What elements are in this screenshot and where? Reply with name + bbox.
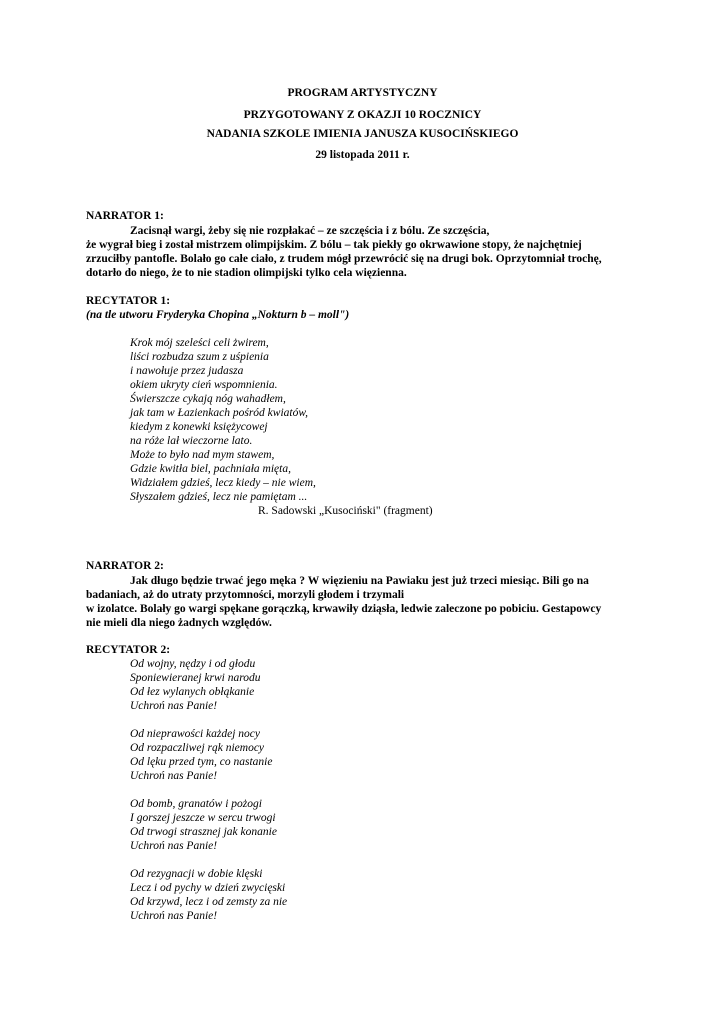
narrator-2-line: w izolatce. Bolały go wargi spękane gorączką, krwawiły dziąsła, ledwie zaleczone po pobiciu. Gestapowcy [86, 603, 602, 615]
prayer-line: Od lęku przed tym, co nastanie [130, 756, 273, 768]
prayer-line: Od bomb, granatów i pożogi [130, 798, 262, 810]
recytator-2-label: RECYTATOR 2: [86, 644, 171, 656]
poem-attribution: R. Sadowski „Kusociński" (fragment) [258, 505, 433, 517]
poem-line: liści rozbudza szum z uśpienia [130, 351, 269, 363]
recytator-1-subtitle: (na tle utworu Fryderyka Chopina „Nokturn b – moll") [86, 309, 350, 321]
narrator-1-line: że wygrał bieg i został mistrzem olimpijskim. Z bólu – tak piekły go okrwawione stopy, że najchętniej [86, 239, 582, 251]
poem-line: Widziałem gdzieś, lecz kiedy – nie wiem, [130, 477, 316, 489]
poem-line: Może to było nad mym stawem, [130, 449, 275, 461]
narrator-2-line: badaniach, aż do utraty przytomności, morzyli głodem i trzymali [86, 589, 405, 601]
poem-line: okiem ukryty cień wspomnienia. [130, 379, 278, 391]
prayer-line: Od rozpaczliwej rąk niemocy [130, 742, 265, 754]
prayer-line: Uchroń nas Panie! [130, 840, 218, 852]
recytator-1-label: RECYTATOR 1: [86, 295, 171, 307]
title-line-2: PRZYGOTOWANY Z OKAZJI 10 ROCZNICY [243, 109, 482, 121]
narrator-1-line: dotarło do niego, że to nie stadion olimpijski tylko cela więzienna. [86, 267, 407, 279]
title-line-1: PROGRAM ARTYSTYCZNY [287, 87, 438, 99]
prayer-line: Uchroń nas Panie! [130, 770, 218, 782]
title-date: 29 listopada 2011 r. [315, 149, 410, 161]
poem-line: jak tam w Łazienkach pośród kwiatów, [130, 407, 309, 419]
poem-line: Świerszcze cykają nóg wahadłem, [130, 393, 286, 405]
poem-line: i nawołuje przez judasza [130, 365, 244, 377]
narrator-2-line: nie mieli dla niego żadnych względów. [86, 617, 272, 629]
prayer-line: Uchroń nas Panie! [130, 700, 218, 712]
narrator-2-label: NARRATOR 2: [86, 560, 164, 572]
poem-line: Gdzie kwitła biel, pachniała mięta, [130, 463, 291, 475]
prayer-line: Od krzywd, lecz i od zemsty za nie [130, 896, 288, 908]
prayer-line: I gorszej jeszcze w sercu trwogi [130, 812, 276, 824]
poem-line: kiedym z konewki księżycowej [130, 421, 268, 433]
poem-line: na róże lał wieczorne lato. [130, 435, 253, 447]
poem-line: Krok mój szeleści celi żwirem, [130, 337, 269, 349]
poem-line: Słyszałem gdzieś, lecz nie pamiętam ... [130, 491, 308, 503]
prayer-line: Od nieprawości każdej nocy [130, 728, 260, 740]
prayer-line: Lecz i od pychy w dzień zwycięski [130, 882, 286, 894]
prayer-line: Od trwogi strasznej jak konanie [130, 826, 277, 838]
prayer-line: Uchroń nas Panie! [130, 910, 218, 922]
narrator-1-label: NARRATOR 1: [86, 210, 164, 222]
narrator-2-line: Jak długo będzie trwać jego męka ? W więzieniu na Pawiaku jest już trzeci miesiąc. Bili go na [130, 575, 589, 587]
narrator-1-line: zrzuciłby pantofle. Bolało go całe ciało, z trudem mógł przewrócić się na drugi bok. Oprzytomniał trochę, [86, 253, 602, 265]
title-line-3: NADANIA SZKOLE IMIENIA JANUSZA KUSOCIŃSKIEGO [206, 128, 519, 140]
prayer-line: Sponiewieranej krwi narodu [130, 672, 261, 684]
narrator-1-line: Zacisnął wargi, żeby się nie rozpłakać – ze szczęścia i z bólu. Ze szczęścia, [130, 225, 490, 237]
prayer-line: Od wojny, nędzy i od głodu [130, 658, 256, 670]
prayer-line: Od rezygnacji w dobie klęski [130, 868, 263, 880]
prayer-line: Od łez wylanych obłąkanie [130, 686, 255, 698]
